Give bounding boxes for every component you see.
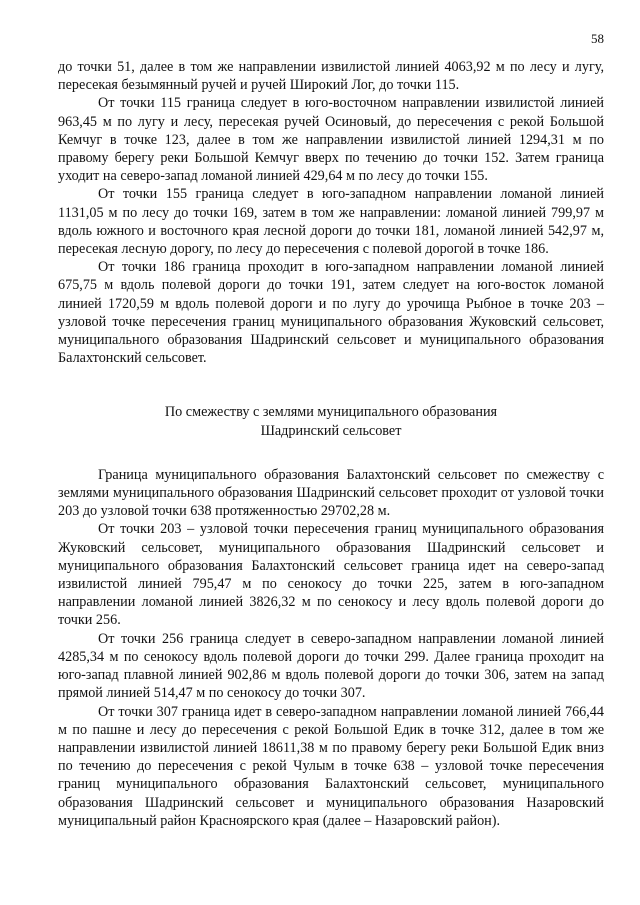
paragraph: От точки 256 граница следует в северо-западном направлении ломаной линией 4285,34 м по сенокосу вдоль полевой дороги до точки 299. Далее граница проходит на юго-запад плавной линией 902,86 м вдоль полевой дороги до точки 306, затем на запад прямой линией 514,47 м по сенокосу до точки 307. bbox=[58, 630, 604, 702]
paragraph: От точки 115 граница следует в юго-восточном направлении извилистой линией 963,45 м по лугу и лесу, пересекая ручей Осиновый, до пересечения с рекой Большой Кемчуг в точке 123, далее в том же направлении извилистой линией 1294,31 м по правому берегу реки Большой Кемчуг вверх по течению до точки 152. Затем граница уходит на северо-запад ломаной линией 429,64 м по лесу до точки 155. bbox=[58, 95, 604, 185]
section-heading-line: Шадринский сельсовет bbox=[260, 422, 402, 439]
paragraph-continuation: до точки 51, далее в том же направлении извилистой линией 4063,92 м по лесу и лугу, пересекая безымянный ручей и ручей Широкий Лог, до точки 115. bbox=[58, 59, 604, 94]
paragraph: Граница муниципального образования Балахтонский сельсовет по смежеству с землями муниципального образования Шадринский сельсовет проходит от узловой точки 203 до узловой точки 638 протяженностью 29702,28 м. bbox=[58, 466, 604, 520]
paragraph: От точки 186 граница проходит в юго-западном направлении ломаной линией 675,75 м вдоль полевой дороги до точки 191, затем следует на юго-восток ломаной линией 1720,59 м вдоль полевой дороги и по лугу до урочища Рыбное в точке 203 – узловой точке пересечения границ муниципального образования Жуковский сельсовет, муниципального образования Шадринский сельсовет и муниципального образования Балахтонский сельсовет. bbox=[58, 259, 604, 367]
section-heading bbox=[58, 403, 604, 439]
paragraph: От точки 203 – узловой точки пересечения границ муниципального образования Жуковский сельсовет, муниципального образования Шадринский сельсовет и муниципального образования Балахтонский сельсовет граница идет на северо-запад извилистой линией 795,47 м по сенокосу до точки 225, затем в юго-западном направлении ломаной линией 3826,32 м по сенокосу и лесу вдоль полевой дороги до точки 256. bbox=[58, 521, 604, 629]
paragraph: От точки 307 граница идет в северо-западном направлении ломаной линией 766,44 м по пашне и лесу до пересечения с рекой Большой Едик в точке 312, далее в том же направлении извилистой линией 18611,38 м по правому берегу реки Большой Едик вниз по течению до пересечения с рекой Чулым в точке 638 – узловой точке пересечения границ муниципального образования Балахтонский сельсовет, муниципального образования Шадринский сельсовет и муниципального образования Назаровский муниципальный район Красноярского края (далее – Назаровский район). bbox=[58, 703, 604, 829]
page-number: 58 bbox=[591, 31, 604, 46]
paragraph: От точки 155 граница следует в юго-западном направлении ломаной линией 1131,05 м по лесу до точки 169, затем в том же направлении: ломаной линией 799,97 м вдоль южного и восточного края лесной дороги до точки 181, ломаной линией 542,97 м, пересекая лесную дорогу, по лесу до пересечения с полевой дорогой в точке 186. bbox=[58, 186, 604, 258]
section-heading-line: По смежеству с землями муниципального образования bbox=[164, 404, 498, 421]
document-body bbox=[58, 58, 604, 830]
